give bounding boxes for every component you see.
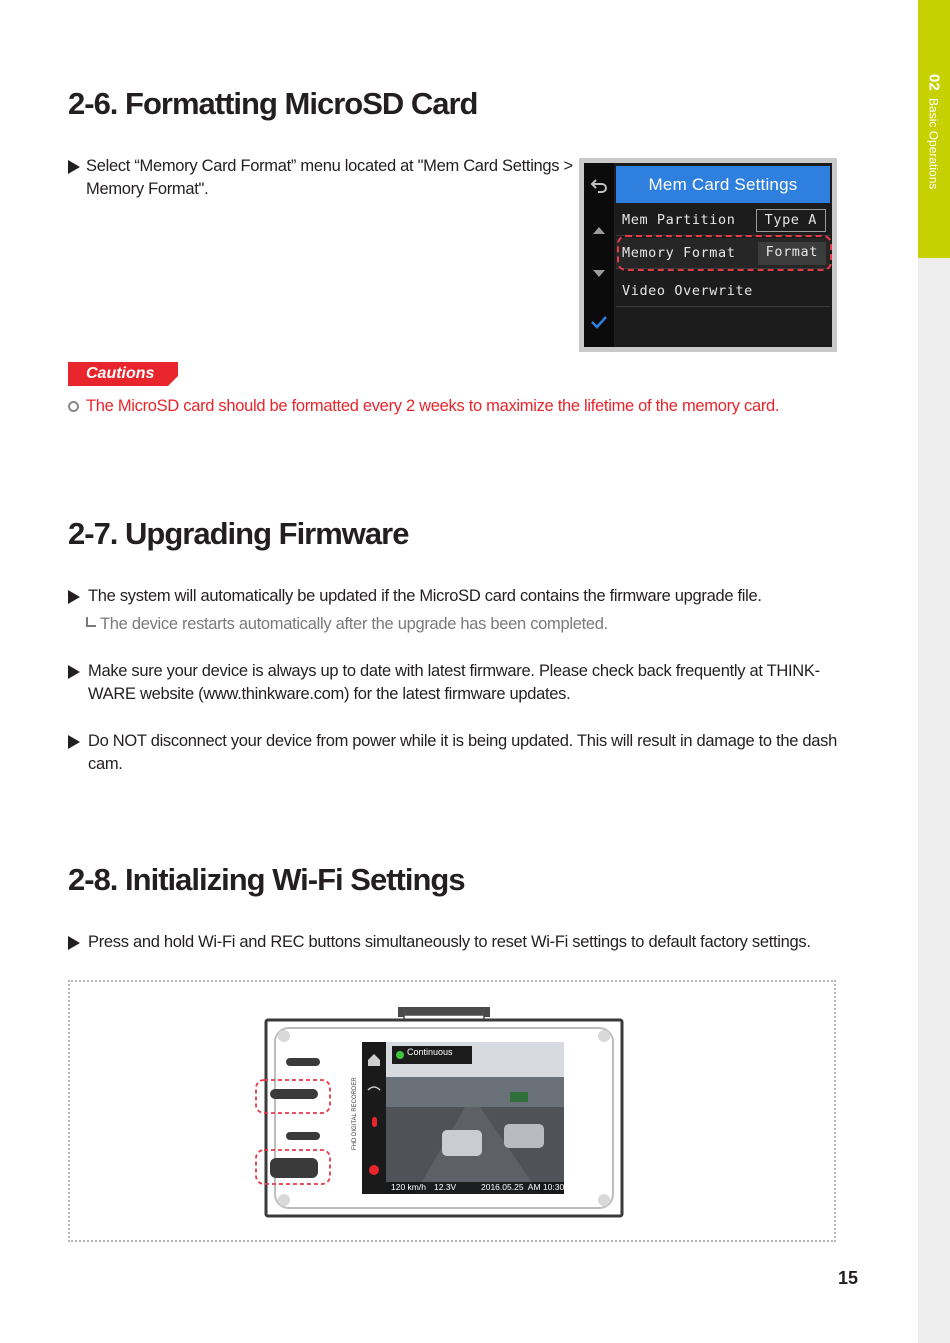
chapter-number: 02 [925, 74, 943, 91]
triangle-bullet-icon [68, 665, 80, 679]
checkmark-icon [589, 314, 609, 334]
menu-row-label: Mem Partition [622, 212, 736, 228]
camera-speed: 120 km/h [391, 1182, 426, 1192]
bullet-keep-updated [68, 660, 848, 706]
bullet-memory-format [68, 155, 573, 201]
triangle-bullet-icon [68, 735, 80, 749]
section-title-firmware: 2-7. Upgrading Firmware [68, 516, 409, 551]
bullet-text-line2: WARE website (www.thinkware.com) for the latest firmware updates. [88, 685, 571, 703]
triangle-bullet-icon [68, 590, 80, 604]
caution-text: The MicroSD card should be formatted every 2 weeks to maximize the lifetime of the memory card. [86, 397, 780, 415]
bullet-wifi-reset [68, 931, 858, 954]
mem-card-settings-screenshot [579, 158, 837, 352]
cautions-tag [68, 362, 178, 386]
menu-row-mem-partition [616, 205, 830, 236]
device-menu-header: Mem Card Settings [616, 166, 830, 203]
menu-row-value: Type A [756, 209, 826, 232]
bullet-text: Press and hold Wi-Fi and REC buttons simultaneously to reset Wi-Fi settings to default factory settings. [88, 933, 811, 951]
page-number: 15 [838, 1268, 859, 1288]
camera-side-label: FHD DIGITAL RECORDER [352, 1077, 358, 1150]
bullet-text: The system will automatically be updated if the MicroSD card contains the firmware upgrade file. [88, 587, 762, 605]
bullet-do-not-disconnect [68, 730, 868, 776]
device-icon-column [584, 163, 614, 347]
bullet-auto-update [68, 585, 848, 608]
chapter-name: Basic Operations [926, 98, 941, 190]
note-text: The device restarts automatically after the upgrade has been completed. [100, 615, 608, 633]
camera-datetime: 2016.05.25 AM 10:30 [481, 1182, 565, 1192]
up-arrow-icon [589, 221, 609, 241]
menu-row-label: Video Overwrite [622, 283, 753, 299]
cautions-tag-label: Cautions [86, 365, 155, 382]
down-arrow-icon [589, 265, 609, 285]
bullet-text-line2: Memory Format". [86, 180, 209, 198]
bullet-text-line2: cam. [88, 755, 123, 773]
menu-row-value: Format [758, 242, 826, 265]
section-title-formatting: 2-6. Formatting MicroSD Card [68, 86, 478, 121]
triangle-bullet-icon [68, 160, 80, 174]
menu-row-video-overwrite [616, 276, 830, 307]
back-icon [589, 178, 609, 200]
highlight-dashed-outline [617, 235, 832, 271]
camera-mode-label: Continuous [407, 1047, 453, 1057]
camera-voltage: 12.3V [434, 1182, 457, 1192]
note-restart [86, 615, 608, 634]
bullet-text-line1: Do NOT disconnect your device from power while it is being updated. This will result in damage to the dash [88, 732, 837, 750]
corner-arrow-icon [86, 617, 96, 627]
dashcam-figure-frame [68, 980, 836, 1242]
ring-bullet-icon [68, 401, 79, 412]
section-title-wifi: 2-8. Initializing Wi-Fi Settings [68, 862, 465, 897]
bullet-text-line1: Make sure your device is always up to date with latest firmware. Please check back frequently at THINK- [88, 662, 820, 680]
triangle-bullet-icon [68, 936, 80, 950]
bullet-text-line1: Select “Memory Card Format” menu located at "Mem Card Settings > [86, 157, 573, 175]
caution-text-row [68, 397, 779, 416]
menu-row-label: Memory Format [622, 245, 736, 261]
chapter-tab-label [926, 74, 943, 189]
dashcam-illustration [70, 982, 834, 1240]
